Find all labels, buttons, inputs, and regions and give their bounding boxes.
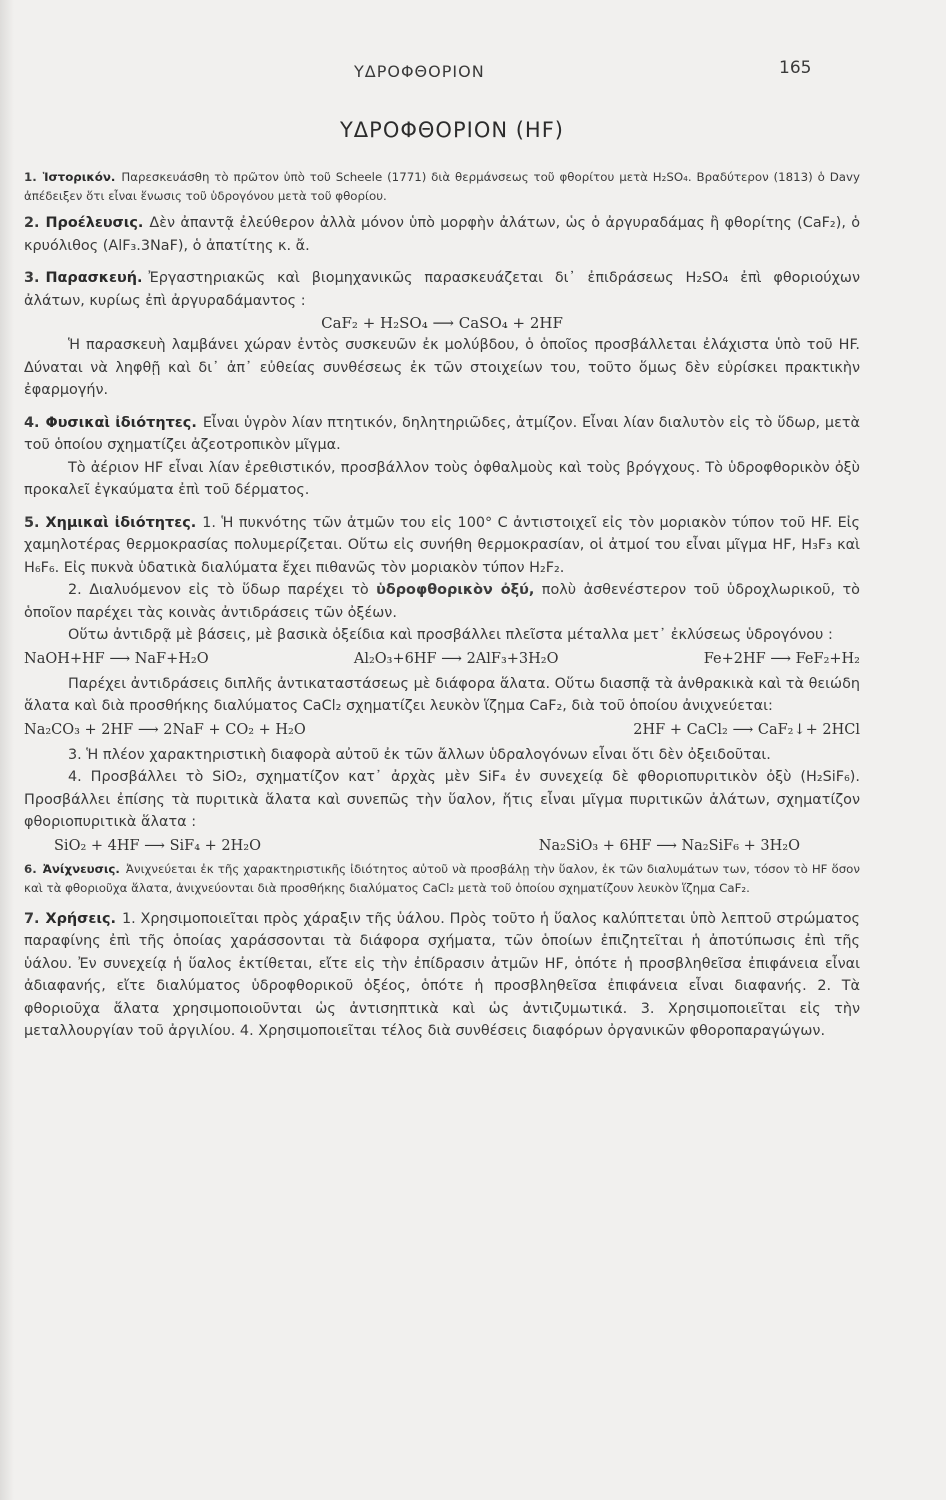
section-title-uses: Χρήσεις. bbox=[45, 910, 116, 927]
section-detection bbox=[24, 860, 860, 898]
equation-fe: Fe+2HF ⟶ FeF₂+H₂ bbox=[703, 650, 860, 667]
section-number: 5. bbox=[24, 514, 40, 531]
equation-row-1 bbox=[24, 651, 860, 667]
section-preparation bbox=[24, 267, 860, 312]
chapter-title: ΥΔΡΟΦΘΟΡΙΟΝ (HF) bbox=[339, 118, 564, 142]
binding-shadow bbox=[0, 0, 14, 1500]
equation-al2o3: Al₂O₃+6HF ⟶ 2AlF₃+3H₂O bbox=[353, 650, 559, 667]
text-end: πολὺ ἀσθενέστερον τοῦ ὑδροχλωρικοῦ, τὸ ὁποῖον παρέχει τὰς κοινὰς ἀντιδράσεις τῶν ὀξέων. bbox=[24, 582, 860, 621]
equation-row-2 bbox=[24, 722, 860, 738]
paragraph-sio2: 4. Προσβάλλει τὸ SiO₂, σχηματίζον κατ᾽ ἀρχὰς μὲν SiF₄ ἐν συνεχείᾳ δὲ φθοριοπυριτικὸν ὀξὺ (H₂SiF₆). Προσβάλλει ἐπίσης τὰ πυριτικὰ ἅλατα καὶ συνεπῶς τὴν ὕαλον, ἥτις εἶναι μῖγμα πυριτικῶν ἀλάτων, σχηματίζον φθοριοπυριτικὰ ἅλατα : bbox=[24, 769, 860, 830]
term-hydrofluoric-acid: ὑδροφθορικὸν ὀξύ, bbox=[376, 582, 535, 598]
section-text: Δὲν ἀπαντᾷ ἐλεύθερον ἀλλὰ μόνον ὑπὸ μορφὴν ἀλάτων, ὡς ὁ ἀργυραδάμας ἢ φθορίτης (CaF₂), ὁ κρυόλιθος (AlF₃.3NaF), ὁ ἀπατίτης κ. ἄ. bbox=[24, 215, 860, 254]
text-start: 2. Διαλυόμενον εἰς τὸ ὕδωρ παρέχει τὸ bbox=[68, 582, 369, 598]
paragraph-reactions: Οὕτω ἀντιδρᾷ μὲ βάσεις, μὲ βασικὰ ὀξείδια καὶ προσβάλλει πλεῖστα μέταλλα μετ᾽ ἐκλύσεως ὑδρογόνου : bbox=[68, 627, 833, 643]
equation-caf2: CaF₂ + H₂SO₄ ⟶ CaSO₄ + 2HF bbox=[321, 314, 563, 332]
running-header bbox=[24, 58, 860, 94]
section-chemical-properties bbox=[24, 512, 860, 580]
section-title-preparation: Παρασκευή. bbox=[45, 270, 143, 286]
paragraph-physical-detail: Τὸ ἀέριον HF εἶναι λίαν ἐρεθιστικόν, προσβάλλον τοὺς ὀφθαλμοὺς καὶ τοὺς βρόγχους. Τὸ ὑδροφθορικὸν ὀξὺ προκαλεῖ ἐγκαύματα ἐπὶ τοῦ δέρματος. bbox=[24, 459, 860, 498]
section-text: 1. Χρησιμοποιεῖται πρὸς χάραξιν τῆς ὑάλου. Πρὸς τοῦτο ἡ ὕαλος καλύπτεται ὑπὸ λεπτοῦ στρώματος παραφίνης ἐπὶ τῆς ὁποίας χαράσσονται τὰ διάφορα σχήματα, τῶν ὁποίων ἐπιζητεῖται ἡ ἀποτύπωσις ἐπὶ τῆς ὑάλου. Ἐν συνεχείᾳ ἡ ὕαλος ἐκτίθεται, εἴτε εἰς τὴν ἐπίδρασιν ἀτμῶν HF, ὁπότε ἡ προσβληθεῖσα ἐπιφάνεια εἶναι ἀδιαφανής, εἴτε διαλύματος ὑδροφθορικοῦ ὀξέος, ὁπότε ἡ προσβληθεῖσα ἐπιφάνεια εἶναι διαφανής. 2. Τὰ φθοριοῦχα ἅλατα χρησιμοποιοῦνται ὡς ἀντισηπτικὰ καὶ ὡς ἀντιζυμωτικά. 3. Χρησιμοποιεῖται εἰς τὴν μεταλλουργίαν τοῦ ἀργιλίου. 4. Χρησιμοποιεῖται τέλος διὰ συνθέσεις διαφόρων ὀργανικῶν φθοροπαραγώγων. bbox=[24, 910, 860, 1039]
section-history bbox=[24, 168, 860, 206]
section-text: Εἶναι ὑγρὸν λίαν πτητικόν, δηλητηριῶδες, ἀτμίζον. Εἶναι λίαν διαλυτὸν εἰς τὸ ὕδωρ, μετὰ τοῦ ὁποίου σχηματίζει ἀζεοτροπικὸν μῖγμα. bbox=[24, 414, 860, 453]
paragraph-double-replacement: Παρέχει ἀντιδράσεις διπλῆς ἀντικαταστάσεως μὲ διάφορα ἅλατα. Οὕτω διασπᾷ τὰ ἀνθρακικὰ καὶ τὰ θειώδη ἅλατα καὶ διὰ προσθήκης διαλύματος CaCl₂ σχηματίζει λευκὸν ἵζημα CaF₂, διὰ τοῦ ὁποίου ἀνιχνεύεται: bbox=[24, 675, 860, 714]
equation-na2co3: Na₂CO₃ + 2HF ⟶ 2NaF + CO₂ + H₂O bbox=[24, 721, 306, 738]
section-title-history: Ἱστορικόν. bbox=[42, 170, 116, 184]
running-title: ΥΔΡΟΦΘΟΡΙΟΝ bbox=[354, 62, 485, 81]
paragraph-not-oxidized: 3. Ἡ πλέον χαρακτηριστικὴ διαφορὰ αὐτοῦ ἐκ τῶν ἄλλων ὑδραλογόνων εἶναι ὅτι δὲν ὀξειδοῦται. bbox=[68, 746, 771, 763]
section-title-occurrence: Προέλευσις. bbox=[45, 215, 144, 231]
section-physical-properties bbox=[24, 412, 860, 457]
page-number: 165 bbox=[779, 58, 812, 78]
section-number: 3. bbox=[24, 270, 40, 286]
paragraph-preparation-detail: Ἡ παρασκευὴ λαμβάνει χώραν ἐντὸς συσκευῶν ἐκ μολύβδου, ὁ ὁποῖος προσβάλλεται ἐλάχιστα ὑπὸ τοῦ HF. Δύναται νὰ ληφθῇ καὶ δι᾽ ἀπ᾽ εὐθείας συνθέσεως ἐκ τῶν στοιχείων του, τοῦτο ὅμως δὲν εὑρίσκει πρακτικὴν ἐφαρμογήν. bbox=[24, 337, 860, 398]
section-number: 4. bbox=[24, 414, 40, 431]
section-number: 2. bbox=[24, 215, 40, 231]
equation-cacl2: 2HF + CaCl₂ ⟶ CaF₂↓+ 2HCl bbox=[633, 721, 860, 738]
section-text: Ἀνιχνεύεται ἐκ τῆς χαρακτηριστικῆς ἰδιότητος αὐτοῦ νὰ προσβάλῃ τὴν ὕαλον, ἐκ τῶν διαλυμάτων των, τόσον τὸ HF ὅσον καὶ τὰ φθοριοῦχα ἅλατα, ἀνιχνεύονται διὰ προσθήκης διαλύματος CaCl₂ μετὰ τοῦ ὁποίου σχηματίζουν λευκὸν ἵζημα CaF₂. bbox=[24, 861, 860, 895]
section-title-physical: Φυσικαὶ ἰδιότητες. bbox=[45, 414, 197, 431]
equation-naoh: NaOH+HF ⟶ NaF+H₂O bbox=[24, 650, 209, 667]
section-text: 1. Ἡ πυκνότης τῶν ἀτμῶν του εἰς 100° C ἀντιστοιχεῖ εἰς τὸν μοριακὸν τύπον τοῦ HF. Εἰς χαμηλοτέρας θερμοκρασίας πολυμερίζεται. Οὕτω εἰς συνήθη θερμοκρασίαν, οἱ ἀτμοί του εἶναι μῖγμα HF, H₃F₃ καὶ H₆F₆. Εἰς πυκνὰ ὑδατικὰ διαλύματα ἔχει πιθανῶς τὸν μοριακὸν τύπον H₂F₂. bbox=[24, 514, 860, 576]
section-number: 6. bbox=[24, 861, 37, 876]
equation-row-3 bbox=[24, 838, 860, 854]
section-text: Ἐργαστηριακῶς καὶ βιομηχανικῶς παρασκευάζεται δι᾽ ἐπιδράσεως H₂SO₄ ἐπὶ φθοριούχων ἀλάτων, κυρίως ἐπὶ ἀργυραδάμαντος : bbox=[24, 270, 860, 309]
equation-na2sio3: Na₂SiO₃ + 6HF ⟶ Na₂SiF₆ + 3H₂O bbox=[538, 837, 800, 854]
section-title-chemical: Χημικαὶ ἰδιότητες. bbox=[45, 514, 197, 531]
section-number: 1. bbox=[24, 170, 37, 184]
section-text: Παρεσκευάσθη τὸ πρῶτον ὑπὸ τοῦ Scheele (1771) διὰ θερμάνσεως τοῦ φθορίτου μετὰ H₂SO₄. Βραδύτερον (1813) ὁ Davy ἀπέδειξεν ὅτι εἶναι ἕνωσις τοῦ ὑδρογόνου μετὰ τοῦ φθορίου. bbox=[24, 170, 860, 203]
section-occurrence bbox=[24, 212, 860, 257]
paragraph-hydrofluoric-acid bbox=[24, 579, 860, 624]
section-title-detection: Ἀνίχνευσις. bbox=[42, 861, 120, 876]
equation-sio2: SiO₂ + 4HF ⟶ SiF₄ + 2H₂O bbox=[54, 837, 261, 854]
section-uses bbox=[24, 908, 860, 1043]
section-number: 7. bbox=[24, 910, 40, 927]
